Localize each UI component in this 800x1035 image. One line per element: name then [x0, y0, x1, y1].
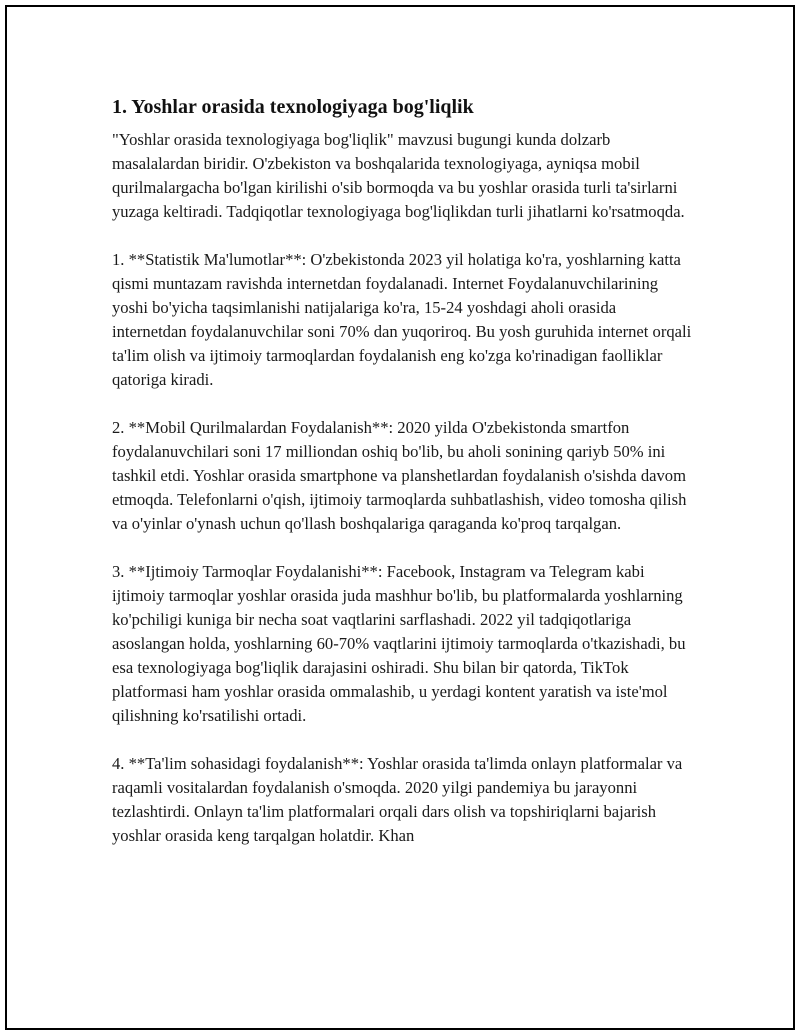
intro-paragraph: "Yoshlar orasida texnologiyaga bog'liqlik" mavzusi bugungi kunda dolzarb masalalardan biridir. O'zbekiston va boshqalarida texnologiyaga, ayniqsa mobil qurilmalargacha bo'lgan kirilishi o'sib bormoqda va bu yoshlar orasida turli ta'sirlarni yuzaga keltiradi. Tadqiqotlar texnologiyaga bog'liqlikdan turli jihatlarni ko'rsatmoqda. — [112, 130, 685, 221]
section-heading: 1. Yoshlar orasida texnologiyaga bog'liqlik — [112, 96, 474, 118]
document-body — [112, 94, 692, 872]
social-networks-paragraph: 3. **Ijtimoiy Tarmoqlar Foydalanishi**: Facebook, Instagram va Telegram kabi ijtimoiy tarmoqlar yoshlar orasida juda mashhur bo'lib, bu platformalarda yoshlarning ko'pchiligi kuniga bir necha soat vaqtlarini sarflashadi. 2022 yil tadqiqotlariga asoslangan holda, yoshlarning 60-70% vaqtlarini ijtimoiy tarmoqlarda o'tkazishadi, bu esa texnologiyaga bog'liqlik darajasini oshiradi. Shu bilan bir qatorda, TikTok platformasi ham yoshlar orasida ommalashib, u yerdagi kontent yaratish va iste'mol qilishning ko'rsatilishi ortadi. — [112, 562, 686, 725]
mobile-devices-paragraph: 2. **Mobil Qurilmalardan Foydalanish**: 2020 yilda O'zbekistonda smartfon foydalanuvchilari soni 17 milliondan oshiq bo'lib, bu aholi sonining qariyb 50% ini tashkil etdi. Yoshlar orasida smartphone va planshetlardan foydalanish o'sishda davom etmoqda. Telefonlarni o'qish, ijtimoiy tarmoqlarda suhbatlashish, video tomosha qilish va o'yinlar o'ynash uchun qo'llash boshqalariga qaraganda ko'proq tarqalgan. — [112, 418, 687, 533]
statistics-paragraph: 1. **Statistik Ma'lumotlar**: O'zbekistonda 2023 yil holatiga ko'ra, yoshlarning katta qismi muntazam ravishda internetdan foydalanadi. Internet Foydalanuvchilarining yoshi bo'yicha taqsimlanishi natijalariga ko'ra, 15-24 yoshdagi aholi orasida internetdan foydalanuvchilar soni 70% dan yuqoriroq. Bu yosh guruhida internet orqali ta'lim olish va ijtimoiy tarmoqlardan foydalanish eng ko'zga ko'rinadigan faolliklar qatoriga kiradi. — [112, 250, 692, 389]
education-paragraph: 4. **Ta'lim sohasidagi foydalanish**: Yoshlar orasida ta'limda onlayn platformalar va raqamli vositalardan foydalanish o'smoqda. 2020 yilgi pandemiya bu jarayonni tezlashtirdi. Onlayn ta'lim platformalari orqali dars olish va topshiriqlarni bajarish yoshlar orasida keng tarqalgan holatdir. Khan — [112, 754, 683, 845]
